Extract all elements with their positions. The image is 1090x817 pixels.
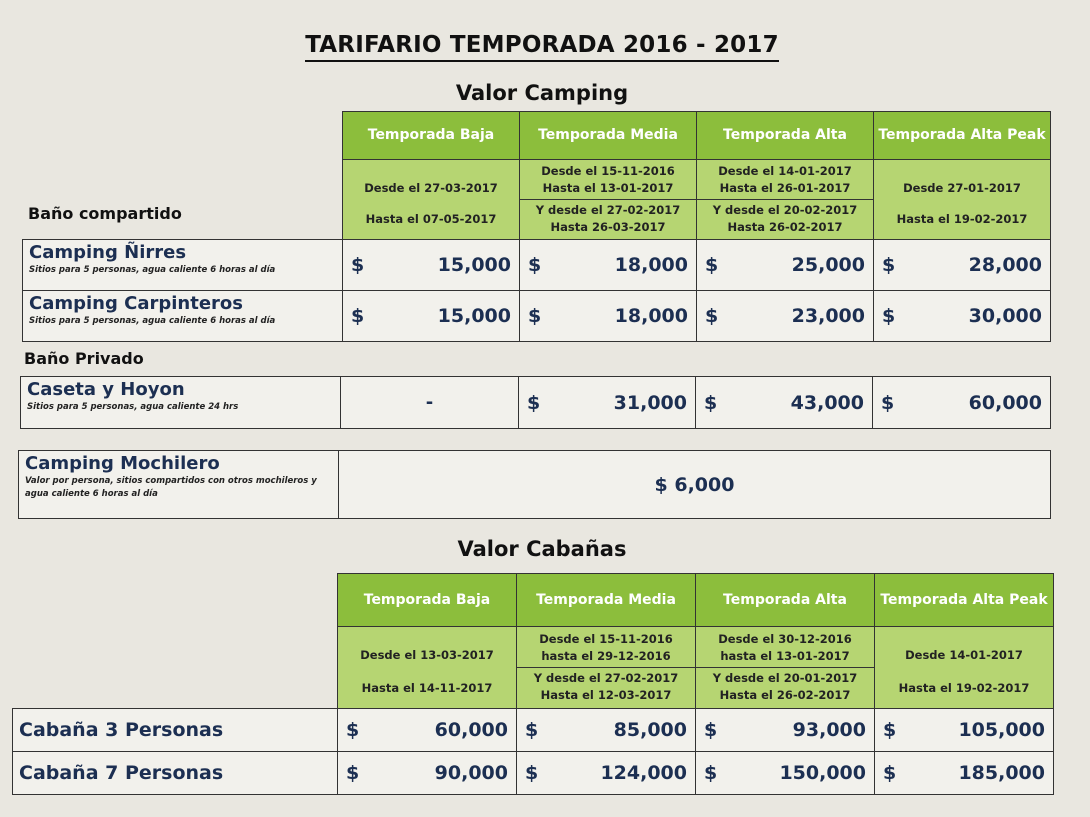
price-value: 90,000 [434,762,508,784]
cabanas-dates-peak [875,627,1054,709]
currency-symbol: $ [705,254,719,276]
price-value: 15,000 [437,305,511,327]
price-cell [338,709,517,752]
row-name: Camping Carpinteros [29,293,244,314]
price-cell [338,752,517,795]
mochilero-price: $ 6,000 [339,451,1051,519]
date-line: Y desde el 27-02-2017 [535,203,681,217]
currency-symbol: $ [525,762,539,784]
row-label [21,377,341,429]
date-line: Desde 14-01-2017 [905,647,1023,662]
cabanas-header-peak: Temporada Alta Peak [875,574,1054,627]
price-value: 28,000 [968,254,1042,276]
currency-symbol: $ [704,719,718,741]
table-row [23,240,1051,291]
row-name: Cabaña 7 Personas [19,762,224,784]
camping-shared-table [22,239,1051,342]
price-value: 23,000 [791,305,865,327]
date-line: Hasta 26-02-2017 [727,220,843,234]
document-title: TARIFARIO TEMPORADA 2016 - 2017 [305,30,779,62]
currency-symbol: $ [525,719,539,741]
row-name: Camping Mochilero [25,453,220,474]
table-row [21,377,1051,429]
cabanas-section-title: Valor Cabañas [457,537,627,561]
price-value: 18,000 [614,254,688,276]
date-line: Y desde el 20-02-2017 [712,203,858,217]
row-name: Cabaña 3 Personas [19,719,224,741]
price-value: 85,000 [613,719,687,741]
date-line: Hasta el 19-02-2017 [896,211,1028,226]
date-line: Hasta el 07-05-2017 [365,211,497,226]
price-cell [696,752,875,795]
camping-section-title: Valor Camping [455,81,629,105]
currency-symbol: $ [881,391,895,414]
date-line: Hasta el 13-01-2017 [542,181,674,195]
date-line: Hasta el 26-01-2017 [719,181,851,195]
price-cell [697,240,874,291]
price-value: 18,000 [614,305,688,327]
camping-mochilero-table [18,450,1051,519]
price-value: 31,000 [613,391,687,414]
camping-header-baja: Temporada Baja [343,112,520,160]
price-cell [873,377,1051,429]
date-line: Desde el 30-12-2016 [718,632,852,646]
currency-symbol: $ [527,391,541,414]
table-row [19,451,1051,519]
currency-symbol: $ [528,305,542,327]
price-cell [343,291,520,342]
date-line: Y desde el 20-01-2017 [712,671,858,685]
currency-symbol: $ [883,762,897,784]
price-value: 105,000 [958,719,1045,741]
price-cell [519,377,696,429]
camping-private-table [20,376,1051,429]
table-row [23,291,1051,342]
price-value: 93,000 [792,719,866,741]
camping-dates-media [520,160,697,240]
price-cell [517,709,696,752]
price-value: 60,000 [434,719,508,741]
currency-symbol: $ [882,305,896,327]
date-line: Hasta el 26-02-2017 [719,688,851,702]
date-line: Desde el 14-01-2017 [718,164,852,178]
price-cell [696,377,873,429]
price-value: 185,000 [958,762,1045,784]
currency-symbol: $ [704,762,718,784]
price-value: 124,000 [600,762,687,784]
date-line: Hasta el 14-11-2017 [361,680,493,695]
currency-symbol: $ [346,719,360,741]
date-line: Hasta 26-03-2017 [550,220,666,234]
cabanas-season-header [337,573,1054,709]
cabanas-header-alta: Temporada Alta [696,574,875,627]
price-cell [517,752,696,795]
currency-symbol: $ [346,762,360,784]
date-line: hasta el 13-01-2017 [720,649,850,663]
camping-header-peak: Temporada Alta Peak [874,112,1051,160]
price-cell [343,240,520,291]
price-value: 25,000 [791,254,865,276]
row-name: Camping Ñirres [29,242,187,263]
currency-symbol: $ [528,254,542,276]
price-cell [875,752,1054,795]
date-line: Hasta el 12-03-2017 [540,688,672,702]
group-label-shared: Baño compartido [28,204,182,223]
cabanas-dates-media [517,627,696,709]
row-label [23,291,343,342]
row-description: Sitios para 5 personas, agua caliente 24 hrs [27,402,239,412]
cabanas-dates-baja [338,627,517,709]
row-description: Valor por persona, sitios compartidos con otros mochileros y agua caliente 6 horas al día [25,476,317,499]
date-line: Desde el 15-11-2016 [539,632,673,646]
cabanas-header-baja: Temporada Baja [338,574,517,627]
date-line: hasta el 29-12-2016 [541,649,671,663]
camping-dates-baja [343,160,520,240]
price-value: 30,000 [968,305,1042,327]
table-row [13,752,1054,795]
price-cell [520,291,697,342]
row-label [23,240,343,291]
price-cell [874,291,1051,342]
price-value: 15,000 [437,254,511,276]
currency-symbol: $ [704,391,718,414]
price-cell-empty: - [341,377,519,429]
currency-symbol: $ [351,254,365,276]
table-row [13,709,1054,752]
row-label [13,752,338,795]
price-value: 60,000 [968,391,1042,414]
currency-symbol: $ [705,305,719,327]
camping-header-media: Temporada Media [520,112,697,160]
row-label [19,451,339,519]
row-name: Caseta y Hoyon [27,379,185,400]
row-label [13,709,338,752]
price-value: 150,000 [779,762,866,784]
price-value: 43,000 [790,391,864,414]
date-line: Desde el 15-11-2016 [541,164,675,178]
camping-header-alta: Temporada Alta [697,112,874,160]
date-line: Hasta el 19-02-2017 [898,680,1030,695]
group-label-private: Baño Privado [24,349,144,368]
price-cell [696,709,875,752]
price-cell [697,291,874,342]
currency-symbol: $ [351,305,365,327]
camping-dates-peak [874,160,1051,240]
date-line: Desde 27-01-2017 [903,180,1021,195]
date-line: Desde el 13-03-2017 [360,647,494,662]
currency-symbol: $ [882,254,896,276]
date-line: Y desde el 27-02-2017 [533,671,679,685]
price-cell [875,709,1054,752]
date-line: Desde el 27-03-2017 [364,180,498,195]
cabanas-table [12,708,1054,795]
camping-dates-alta [697,160,874,240]
row-description: Sitios para 5 personas, agua caliente 6 horas al día [29,265,276,275]
currency-symbol: $ [883,719,897,741]
camping-season-header [342,111,1051,240]
cabanas-dates-alta [696,627,875,709]
price-cell [520,240,697,291]
row-description: Sitios para 5 personas, agua caliente 6 horas al día [29,316,276,326]
price-cell [874,240,1051,291]
cabanas-header-media: Temporada Media [517,574,696,627]
